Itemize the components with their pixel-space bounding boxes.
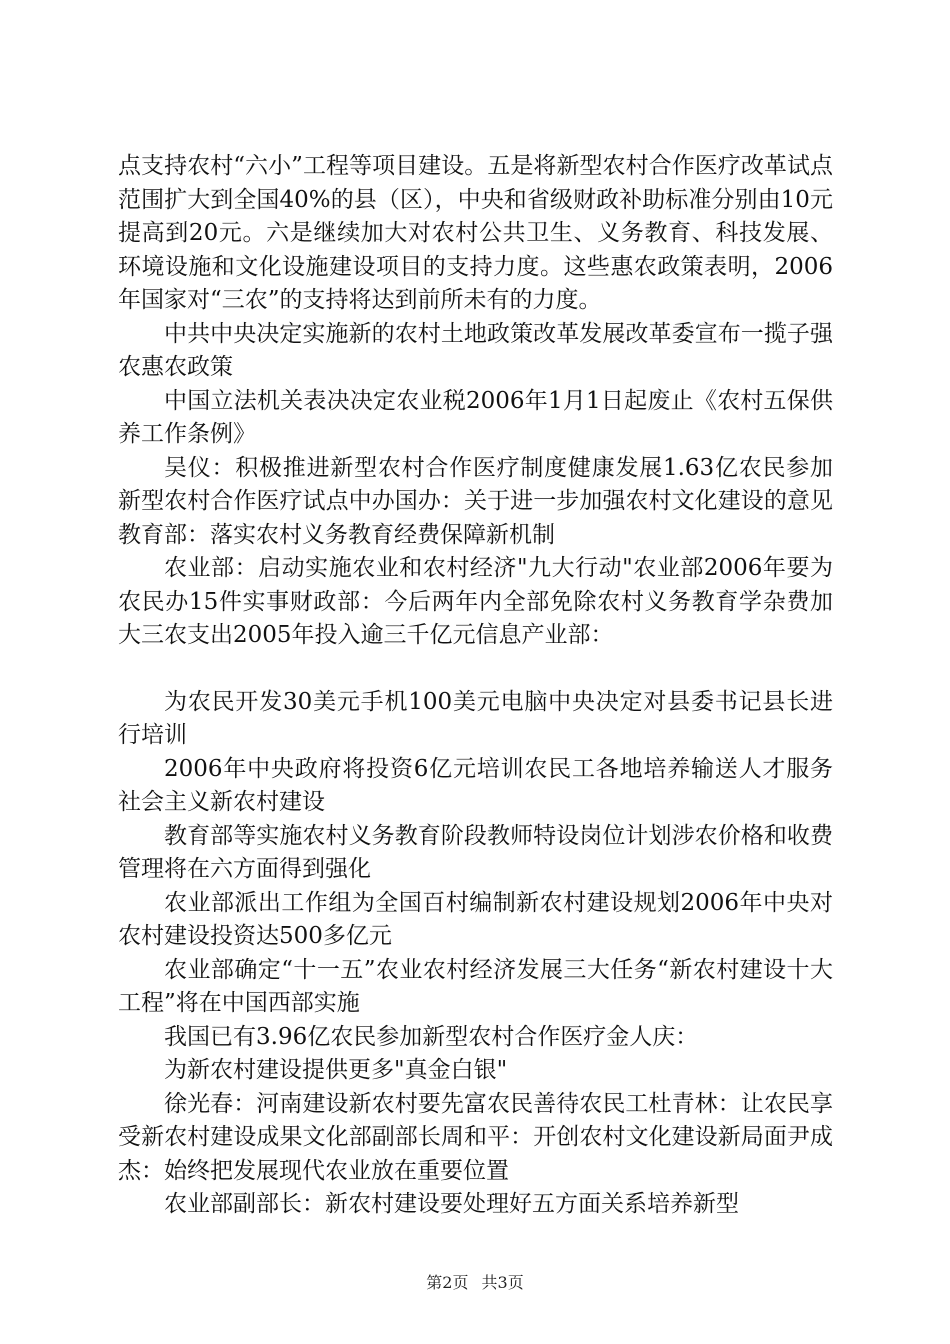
- paragraph-9: 农业部派出工作组为全国百村编制新农村建设规划2006年中央对农村建设投资达500多亿元: [118, 889, 833, 949]
- paragraph-12: 为新农村建设提供更多"真金白银": [164, 1057, 508, 1083]
- paragraph-2: 中共中央决定实施新的农村土地政策改革发展改革委宣布一揽子强农惠农政策: [118, 320, 833, 380]
- paragraph-10: 农业部确定“十一五”农业农村经济发展三大任务“新农村建设十大工程”将在中国西部实施: [118, 956, 833, 1016]
- paragraph-14: 农业部副部长：新农村建设要处理好五方面关系培养新型: [164, 1191, 739, 1217]
- paragraph-13: 徐光春：河南建设新农村要先富农民善待农民工杜青林：让农民享受新农村建设成果文化部副部长周和平：开创农村文化建设新局面尹成杰：始终把发展现代农业放在重要位置: [118, 1090, 833, 1184]
- paragraph-7: 2006年中央政府将投资6亿元培训农民工各地培养输送人才服务社会主义新农村建设: [118, 755, 833, 815]
- document-body: [118, 150, 833, 1222]
- paragraph-11: 我国已有3.96亿农民参加新型农村合作医疗金人庆：: [164, 1023, 699, 1050]
- paragraph-1: 点支持农村“六小”工程等项目建设。五是将新型农村合作医疗改革试点范围扩大到全国40%的县（区），中央和省级财政补助标准分别由10元提高到20元。六是继续加大对农村公共卫生、义务教育、科技发展、环境设施和文化设施建设项目的支持力度。这些惠农政策表明，2006年国家对“三农”的支持将达到前所未有的力度。: [118, 153, 833, 313]
- blank-line: [118, 653, 833, 686]
- page-number-current: 第2页: [426, 1273, 469, 1292]
- page-footer: [0, 1273, 950, 1293]
- paragraph-8: 教育部等实施农村义务教育阶段教师特设岗位计划涉农价格和收费管理将在六方面得到强化: [118, 822, 833, 882]
- paragraph-3: 中国立法机关表决决定农业税2006年1月1日起废止《农村五保供养工作条例》: [118, 387, 833, 447]
- paragraph-6: 为农民开发30美元手机100美元电脑中央决定对县委书记县长进行培训: [118, 688, 833, 748]
- paragraph-4: 吴仪：积极推进新型农村合作医疗制度健康发展1.63亿农民参加新型农村合作医疗试点中办国办：关于进一步加强农村文化建设的意见教育部：落实农村义务教育经费保障新机制: [118, 454, 833, 548]
- page-number-total: 共3页: [481, 1273, 524, 1292]
- paragraph-5: 农业部：启动实施农业和农村经济"九大行动"农业部2006年要为农民办15件实事财政部：今后两年内全部免除农村义务教育学杂费加大三农支出2005年投入逾三千亿元信息产业部：: [118, 555, 833, 648]
